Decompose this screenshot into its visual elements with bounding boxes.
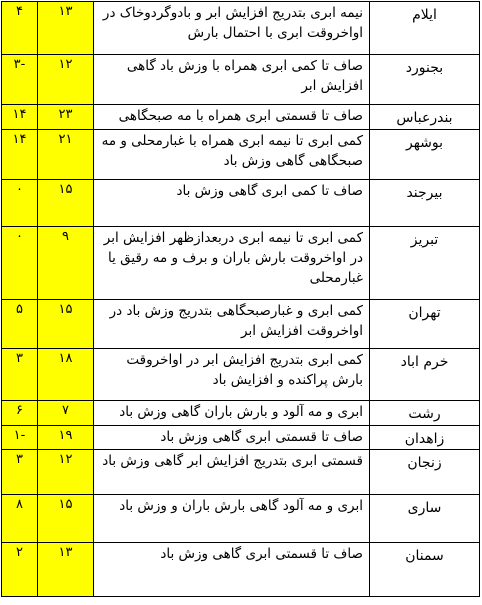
min-temperature: ۳ (2, 450, 38, 494)
weather-description: کمی ابری و غبارصبحگاهی بتدریج وزش باد در اواخروقت افزایش ابر (94, 300, 370, 348)
max-temperature: ۱۹ (38, 426, 94, 449)
table-row (2, 348, 479, 400)
city-name: ساری (407, 500, 442, 516)
table-row (2, 104, 479, 129)
city-name: زاهدان (404, 431, 445, 447)
max-temperature: ۱۳ (38, 2, 94, 54)
city-name: بوشهر (405, 135, 444, 151)
weather-description: کمی ابری تا نیمه ابری همراه با غبارمحلی و مه صبحگاهی گاهی وزش باد (94, 130, 370, 179)
weather-description: کمی ابری بتدریج افزایش ابر در اواخروقت بارش پراکنده و افزایش باد (94, 349, 370, 400)
city-name: سمنان (405, 548, 444, 564)
max-temperature: ۱۵ (38, 495, 94, 542)
max-temperature: ۹ (38, 227, 94, 299)
city-name: رشت (408, 406, 441, 422)
min-temperature: -۱ (2, 426, 38, 449)
weather-description: نیمه ابری بتدریج افزایش ابر و بادوگردوخاک در اواخروقت ابری با احتمال بارش (94, 2, 370, 54)
table-row (2, 179, 479, 226)
city-name: بیرجند (406, 185, 443, 201)
weather-description: کمی ابری تا نیمه ابری دربعدازظهر افزایش ابر در اواخروقت بارش باران و برف و مه رقیق یا غبارمحلی (94, 227, 370, 299)
table-row (2, 494, 479, 542)
city-name: تبریز (410, 232, 439, 248)
min-temperature: ۸ (2, 495, 38, 542)
weather-description: صاف تا قسمتی ابری گاهی وزش باد (94, 543, 370, 596)
table-row (2, 400, 479, 425)
weather-description: ابری و مه آلود گاهی بارش باران و وزش باد (94, 495, 370, 542)
table-row (2, 425, 479, 449)
weather-description: قسمتی ابری بتدریج افزایش ابر گاهی وزش باد (94, 450, 370, 494)
table-row (2, 542, 479, 596)
min-temperature: ۳ (2, 349, 38, 400)
city-name: خرم اباد (400, 354, 449, 370)
max-temperature: ۷ (38, 401, 94, 425)
city-name: بندرعباس (396, 110, 453, 126)
min-temperature: ۶ (2, 401, 38, 425)
min-temperature: -۳ (2, 55, 38, 104)
max-temperature: ۲۱ (38, 130, 94, 179)
max-temperature: ۱۲ (38, 450, 94, 494)
table-row (2, 54, 479, 104)
max-temperature: ۲۳ (38, 105, 94, 129)
table-row (2, 129, 479, 179)
weather-description: صاف تا قسمتی ابری گاهی وزش باد (94, 426, 370, 449)
min-temperature: ۱۴ (2, 105, 38, 129)
max-temperature: ۱۳ (38, 543, 94, 596)
weather-description: صاف تا کمی ابری همراه با وزش باد گاهی افزایش ابر (94, 55, 370, 104)
weather-description: ابری و مه آلود و بارش باران گاهی وزش باد (94, 401, 370, 425)
city-name: تهران (408, 305, 441, 321)
city-name: زنجان (407, 455, 442, 471)
min-temperature: ۰ (2, 180, 38, 226)
weather-description: صاف تا کمی ابری گاهی وزش باد (94, 180, 370, 226)
weather-description: صاف تا قسمتی ابری همراه با مه صبحگاهی (94, 105, 370, 129)
max-temperature: ۱۵ (38, 180, 94, 226)
min-temperature: ۱۴ (2, 130, 38, 179)
table-row (2, 299, 479, 348)
min-temperature: ۴ (2, 2, 38, 54)
min-temperature: ۲ (2, 543, 38, 596)
city-name: بجنورد (405, 60, 444, 76)
min-temperature: ۵ (2, 300, 38, 348)
max-temperature: ۱۵ (38, 300, 94, 348)
weather-forecast-table (1, 1, 480, 597)
table-row (2, 226, 479, 299)
city-name: ایلام (412, 7, 437, 23)
max-temperature: ۱۸ (38, 349, 94, 400)
table-row (2, 449, 479, 494)
min-temperature: ۰ (2, 227, 38, 299)
max-temperature: ۱۲ (38, 55, 94, 104)
table-row (2, 2, 479, 54)
